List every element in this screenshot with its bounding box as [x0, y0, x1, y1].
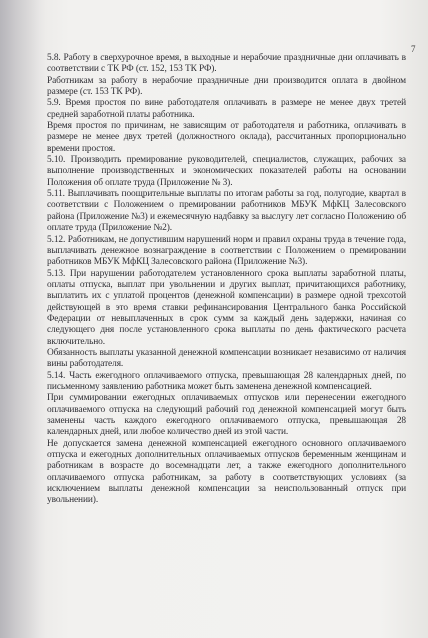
paragraph-compensation-obligation: Обязанность выплаты указанной денежной компенсации возникает независимо от наличия вины работодателя.: [47, 347, 406, 370]
paragraph-5-9: 5.9. Время простоя по вине работодателя оплачивать в размере не менее двух третей средней заработной платы работника.: [47, 98, 406, 120]
document-body: [47, 53, 406, 507]
bleed-through-shadow: [0, 0, 46, 638]
paragraph-5-10: 5.10. Производить премирование руководителей, специалистов, служащих, рабочих за выполнение производственных и экономических показателей работы на основании Положения об оплате труда (Приложение № 3).: [47, 155, 406, 188]
paragraph-holiday-pay: Работникам за работу в нерабочие праздничные дни производится оплата в двойном размере (ст. 153 ТК РФ).: [47, 75, 406, 98]
paragraph-5-13: 5.13. При нарушении работодателем установленного срока выплаты заработной платы, оплаты отпуска, выплат при увольнении и других выплат, причитающихся работнику, выплатить их с уплатой процентов (денежной компенсации) в размере одной трехсотой действующей в это время ставки рефинансирования Центрального банка Российской Федерации от невыплаченных в срок сумм за каждый день задержки, начиная со следующего дня после установленного срока выплаты по день фактического расчета включительно.: [47, 268, 406, 347]
paragraph-vacation-summing: При суммировании ежегодных оплачиваемых отпусков или перенесении ежегодного оплачиваемого отпуска на следующий рабочий год денежной компенсацией могут быть заменены часть каждого ежегодного оплачиваемого отпуска, превышающая 28 календарных дней, или любое количество дней из этой части.: [47, 393, 406, 438]
paragraph-downtime: Время простоя по причинам, не зависящим от работодателя и работника, оплачивать в размере не менее двух третей (должностного оклада), рассчитанных пропорционально времени простоя.: [47, 121, 406, 154]
paragraph-5-14: 5.14. Часть ежегодного оплачиваемого отпуска, превышающая 28 календарных дней, по письменному заявлению работника может быть заменена денежной компенсацией.: [47, 370, 406, 392]
paragraph-5-8: 5.8. Работу в сверхурочное время, в выходные и нерабочие праздничные дни оплачивать в соответствии с ТК РФ (ст. 152, 153 ТК РФ).: [47, 53, 406, 75]
paragraph-5-12: 5.12. Работникам, не допустившим нарушений норм и правил охраны труда в течение года, выплачивать денежное вознаграждение в соответствии с Положением о премировании работников МБУК МфКЦ Залесовского района (Приложение №3).: [47, 234, 406, 268]
paragraph-5-11: 5.11. Выплачивать поощрительные выплаты по итогам работы за год, полугодие, квартал в соответствии с Положением о премировании работников МБУК МфКЦ Залесовского района (Приложение №3) и ежемесячную надбавку за выслугу лет согласно Положению об оплате труда (Приложение №2).: [47, 189, 406, 234]
paragraph-replacement-restriction: Не допускается замена денежной компенсацией ежегодного основного оплачиваемого отпуска и ежегодных дополнительных оплачиваемых отпусков беременным женщинам и работникам в возрасте до восемнадцати лет, а также ежегодного дополнительного оплачиваемого отпуска работникам, за работу в соответствующих условиях (за исключением выплаты денежной компенсации за неиспользованный отпуск при увольнении).: [47, 438, 406, 506]
page-number: 7: [411, 44, 416, 54]
